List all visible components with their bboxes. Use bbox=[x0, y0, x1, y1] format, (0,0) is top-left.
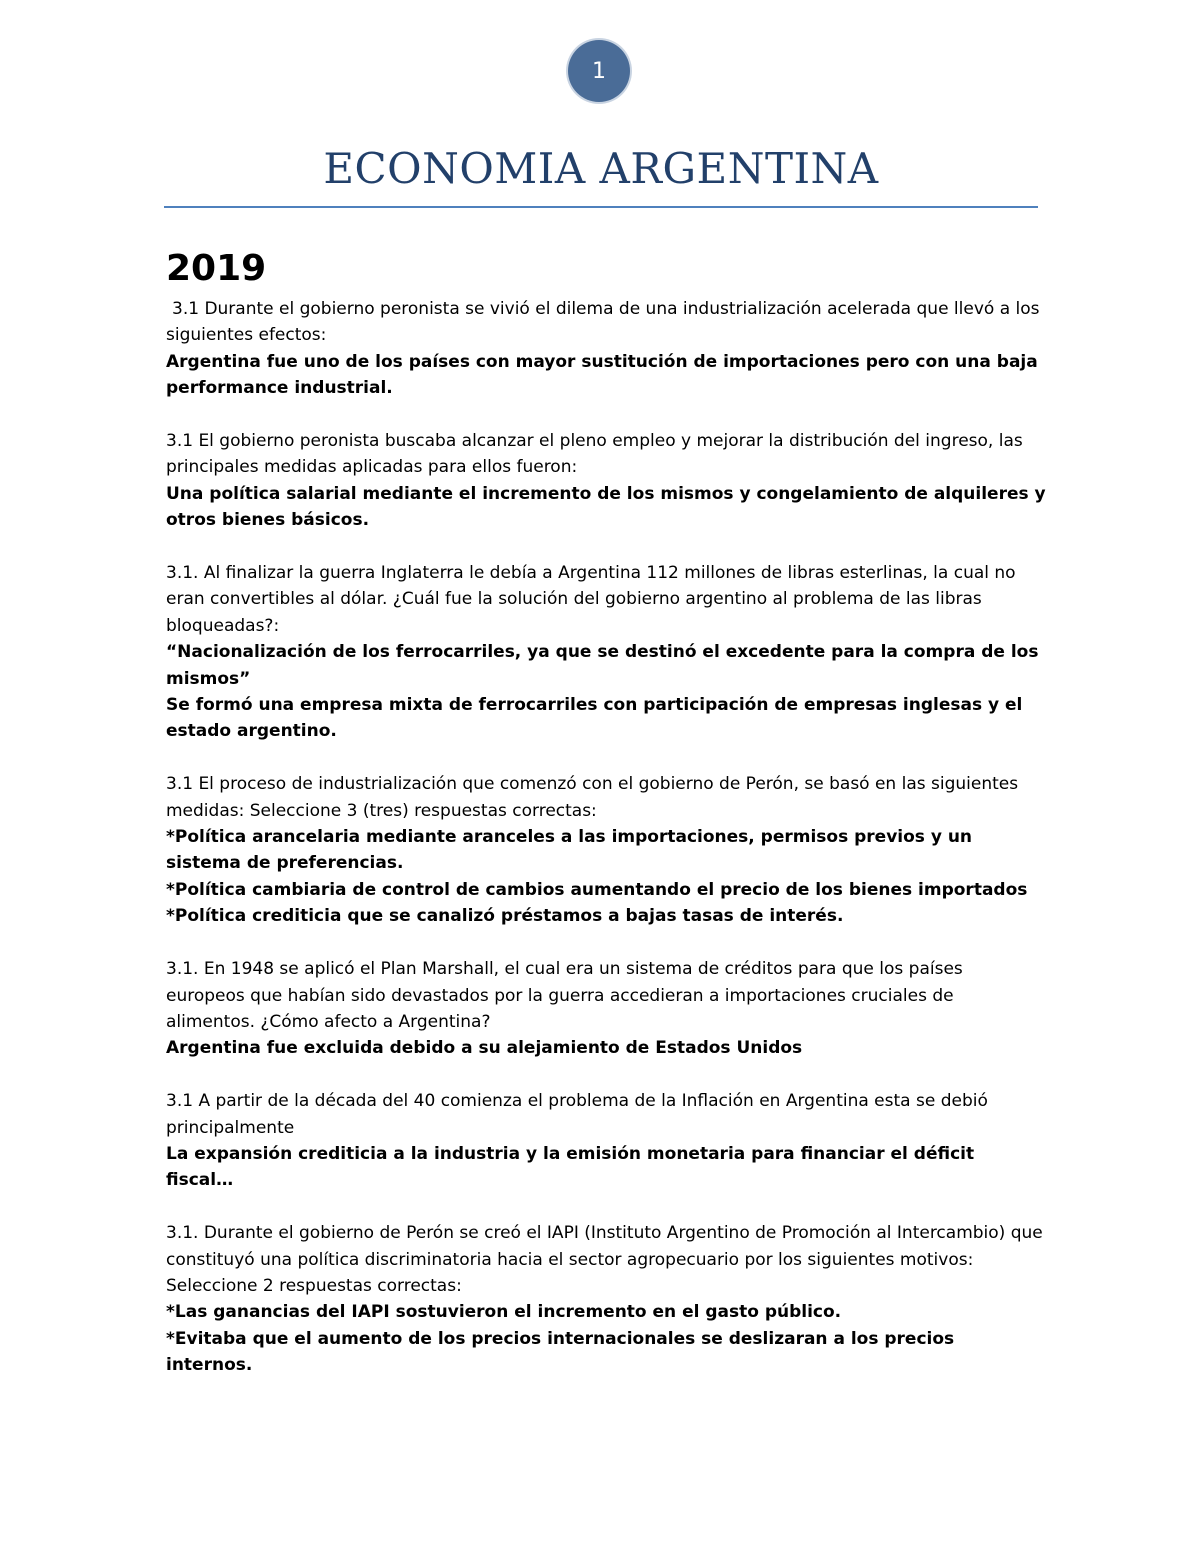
answer-text: Una política salarial mediante el incremento de los mismos y congelamiento de alquileres y otros bienes básicos. bbox=[166, 483, 1046, 531]
question-list bbox=[166, 296, 1046, 1405]
question-block bbox=[166, 428, 1046, 534]
question-text: 3.1 Durante el gobierno peronista se vivió el dilema de una industrialización acelerada que llevó a los siguientes efectos: bbox=[166, 299, 1040, 346]
answer-text: *Política crediticia que se canalizó préstamos a bajas tasas de interés. bbox=[166, 906, 844, 927]
question-text: 3.1 El proceso de industrialización que comenzó con el gobierno de Perón, se basó en las siguientes medidas: Seleccione 3 (tres) respuestas correctas: bbox=[166, 774, 1019, 821]
question-block bbox=[166, 956, 1046, 1062]
answer-text: Argentina fue uno de los países con mayor sustitución de importaciones pero con una baja performance industrial. bbox=[166, 351, 1038, 399]
question-text: 3.1. Durante el gobierno de Perón se creó el IAPI (Instituto Argentino de Promoción al Intercambio) que constituyó una política discriminatoria hacia el sector agropecuario por los siguientes motivos: Seleccione 2 respuestas correctas: bbox=[166, 1223, 1043, 1296]
question-block bbox=[166, 771, 1046, 929]
answer-text: *Política cambiaria de control de cambios aumentando el precio de los bienes importados bbox=[166, 879, 1028, 900]
year-heading: 2019 bbox=[166, 248, 267, 289]
page-number-badge: 1 bbox=[568, 40, 630, 102]
title-divider bbox=[164, 206, 1038, 208]
document-title: ECONOMIA ARGENTINA bbox=[323, 144, 879, 193]
question-block bbox=[166, 560, 1046, 745]
answer-text: *Evitaba que el aumento de los precios internacionales se deslizaran a los precios internos. bbox=[166, 1328, 955, 1376]
answer-text: “Nacionalización de los ferrocarriles, ya que se destinó el excedente para la compra de los mismos” bbox=[166, 642, 1039, 689]
question-text: 3.1 El gobierno peronista buscaba alcanzar el pleno empleo y mejorar la distribución del ingreso, las principales medidas aplicadas para ellos fueron: bbox=[166, 431, 1023, 478]
answer-text: La expansión crediticia a la industria y la emisión monetaria para financiar el déficit fiscal… bbox=[166, 1143, 975, 1191]
answer-text: Argentina fue excluida debido a su alejamiento de Estados Unidos bbox=[166, 1038, 803, 1059]
question-block bbox=[166, 296, 1046, 402]
question-text: 3.1. Al finalizar la guerra Inglaterra le debía a Argentina 112 millones de libras esterlinas, la cual no eran convertibles al dólar. ¿Cuál fue la solución del gobierno argentino al problema de las libras bloqueadas?: bbox=[166, 563, 1016, 636]
answer-text: *Política arancelaria mediante aranceles a las importaciones, permisos previos y un sistema de preferencias. bbox=[166, 827, 973, 874]
answer-text: *Las ganancias del IAPI sostuvieron el incremento en el gasto público. bbox=[166, 1302, 842, 1323]
question-text: 3.1. En 1948 se aplicó el Plan Marshall, el cual era un sistema de créditos para que los países europeos que habían sido devastados por la guerra accedieran a importaciones cruciales de alimentos. ¿Cómo afecto a Argentina? bbox=[166, 959, 963, 1032]
question-block bbox=[166, 1088, 1046, 1194]
question-text: 3.1 A partir de la década del 40 comienza el problema de la Inflación en Argentina esta se debió principalmente bbox=[166, 1091, 988, 1138]
answer-text: Se formó una empresa mixta de ferrocarriles con participación de empresas inglesas y el estado argentino. bbox=[166, 695, 1023, 742]
question-block bbox=[166, 1220, 1046, 1378]
